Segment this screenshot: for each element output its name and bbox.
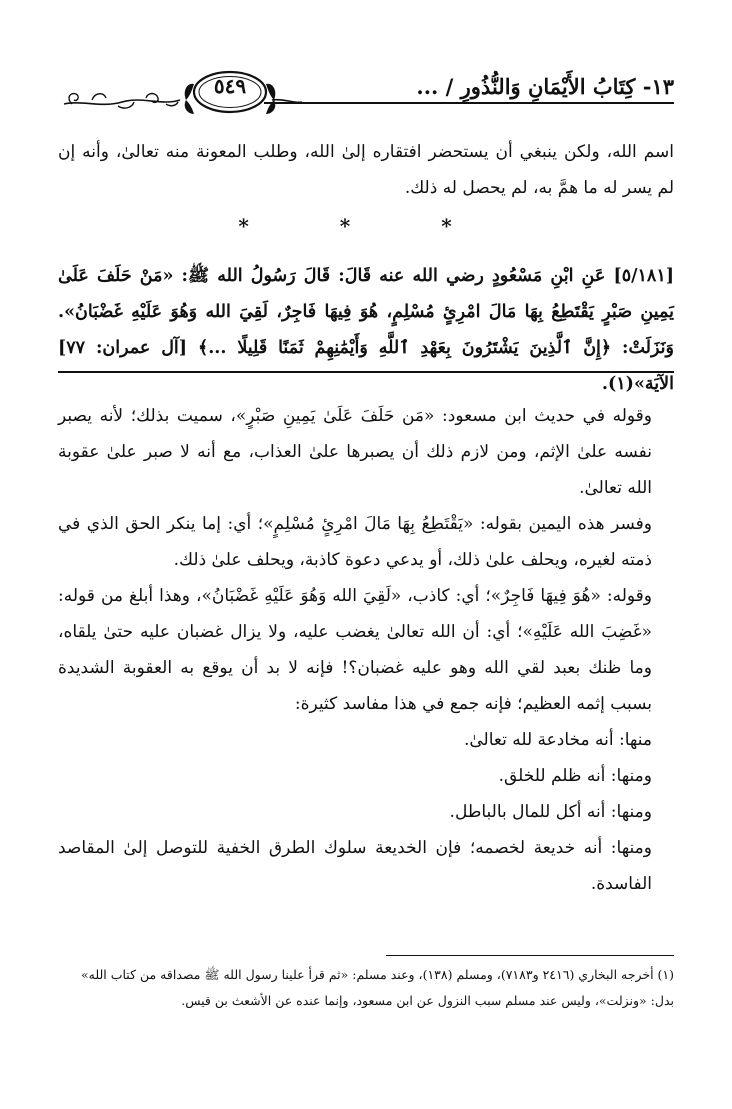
hadith-number: [٥/١٨١] — [613, 266, 675, 286]
intro-block — [58, 134, 674, 206]
section-stars: * * * — [238, 214, 494, 238]
hadith-paragraph — [58, 258, 674, 402]
commentary-paragraph-1: وقوله في حديث ابن مسعود: «مَن حَلَفَ عَلَىٰ يَمِينِ صَبْرٍ»، سميت بذلك؛ لأنه يصبر نفسه علىٰ الإثم، ومن لازم ذلك أن يصبرها علىٰ العذاب، مع أنه لا صبر علىٰ عقوبة الله تعالىٰ. — [58, 406, 652, 498]
hadith-chain: عَنِ ابْنِ مَسْعُودٍ رضي الله عنه قَالَ: قَالَ رَسُولُ الله ﷺ: — [181, 266, 606, 286]
chapter-title: ١٣- كِتَابُ الأَيْمَانِ وَالنُّذُورِ / ... — [416, 74, 674, 99]
commentary-list-item-3: ومنها: أنه أكل للمال بالباطل. — [449, 802, 652, 822]
page-header — [62, 60, 674, 120]
hadith-text: «مَنْ حَلَفَ عَلَىٰ يَمِينِ صَبْرٍ يَقْتَطِعُ بِهَا مَالَ امْرِئٍ مُسْلِمٍ، هُوَ فِيهَا فَاجِرٌ، لَقِيَ الله وَهُوَ عَلَيْهِ غَضْبَانُ». وَنَزَلَتْ: ﴿إِنَّ ٱلَّذِينَ يَشْتَرُونَ بِعَهْدِ ٱللَّهِ وَأَيْمَٰنِهِمْ ثَمَنًا قَلِيلًا ...﴾ [آل عمران: ٧٧] الآيَة»(١). — [58, 266, 674, 394]
footnotes — [54, 962, 674, 1014]
hadith-block — [58, 258, 674, 402]
hadith-separator — [58, 371, 674, 373]
footnote-1-continued: بدل: «ونزلت»، وليس عند مسلم سبب النزول عن ابن مسعود، وإنما عنده عن الأشعث بن قيس. — [181, 993, 674, 1008]
intro-paragraph: اسم الله، ولكن ينبغي أن يستحضر افتقاره إلىٰ الله، وطلب المعونة منه تعالىٰ، وأنه إن لم يسر له ما همَّ به، لم يحصل له ذلك. — [58, 142, 674, 198]
footnote-1: (١) أخرجه البخاري (٢٤١٦ و٧١٨٣)، ومسلم (١٣٨)، وعند مسلم: «ثم قرأ علينا رسول الله ﷺ مصداقه من كتاب الله» — [80, 967, 674, 982]
commentary-block — [58, 398, 674, 902]
page-number: ٥٤٩ — [213, 74, 247, 98]
commentary-list-item-4: ومنها: أنه خديعة لخصمه؛ فإن الخديعة سلوك الطرق الخفية للتوصل إلىٰ المقاصد الفاسدة. — [58, 838, 652, 894]
footnote-rule — [386, 955, 674, 956]
commentary-list-item-1: منها: أنه مخادعة لله تعالىٰ. — [463, 730, 652, 750]
commentary-paragraph-3: وقوله: «هُوَ فِيهَا فَاجِرٌ»؛ أي: كاذب، «لَقِيَ الله وَهُوَ عَلَيْهِ غَضْبَانُ»، وهذا أبلغ من قوله: «غَضِبَ الله عَلَيْهِ»؛ أي: أن الله تعالىٰ يغضب عليه، ولا يزال غضبان عليه حتىٰ يلقاه، وما ظنك بعبد لقي الله وهو عليه غضبان؟! فإنه لا بد أن يوقع به العقوبة الشديدة بسبب إثمه العظيم؛ فإنه جمع في هذا مفاسد كثيرة: — [58, 586, 652, 714]
commentary-paragraph-2: وفسر هذه اليمين بقوله: «يَقْتَطِعُ بِهَا مَالَ امْرِئٍ مُسْلِمٍ»؛ أي: إما ينكر الحق الذي في ذمته لغيره، ويحلف علىٰ ذلك، أو يدعي دعوة كاذبة، ويحلف علىٰ ذلك. — [58, 514, 652, 570]
header-rule — [264, 102, 674, 104]
commentary-list-item-2: ومنها: أنه ظلم للخلق. — [498, 766, 652, 786]
